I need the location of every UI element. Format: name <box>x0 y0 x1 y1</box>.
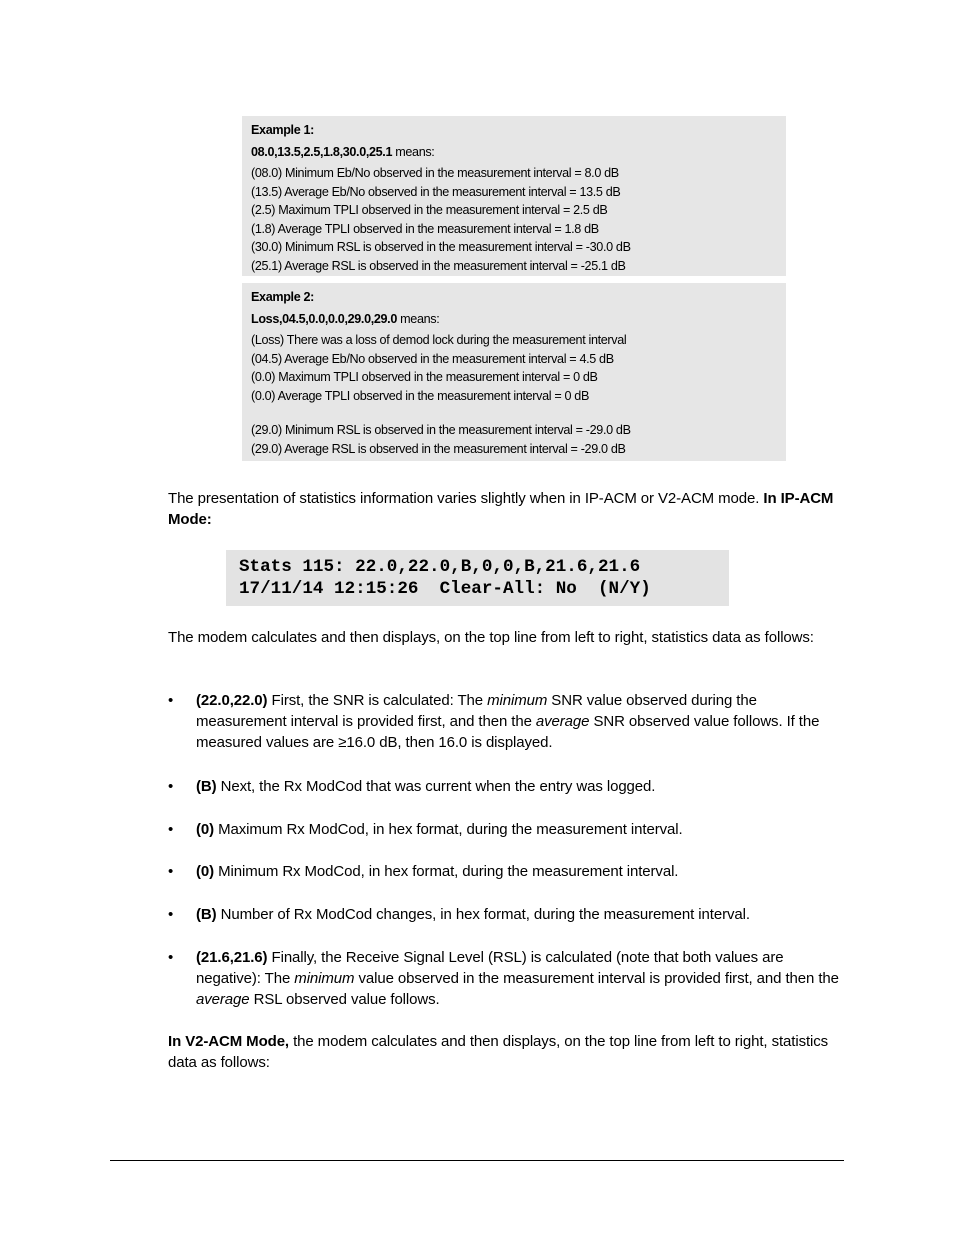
example-2-box <box>242 283 786 461</box>
example-1-means: means: <box>392 145 435 159</box>
bullet-icon: • <box>168 778 174 795</box>
footer-divider <box>110 1160 844 1161</box>
list-item-desc: Number of Rx ModCod changes, in hex format, during the measurement interval. <box>216 906 750 923</box>
list-item-emphasis: minimum <box>487 692 548 709</box>
list-item-desc: First, the SNR is calculated: The <box>267 692 488 709</box>
list-item-emphasis: average <box>535 713 590 730</box>
example-2-spacer <box>251 405 777 421</box>
example-2-code-line <box>251 308 777 331</box>
bullet-icon: • <box>168 692 174 709</box>
example-1-code: 08.0,13.5,2.5,1.8,30.0,25.1 <box>251 145 393 159</box>
example-1-line: (2.5) Maximum TPLI observed in the measurement interval = 2.5 dB <box>251 203 608 217</box>
example-1-line: (25.1) Average RSL is observed in the measurement interval = -25.1 dB <box>251 258 626 273</box>
list-item-value: (B) <box>196 906 217 923</box>
list-item-desc: Minimum Rx ModCod, in hex format, during the measurement interval. <box>214 863 679 880</box>
list-item-desc: SNR value observed during the measurement interval is provided first, and then the <box>196 692 757 730</box>
lcd-display <box>226 550 729 606</box>
v2-acm-label: In V2-ACM Mode, <box>168 1033 289 1050</box>
bullet-icon: • <box>168 863 174 880</box>
list-item-text <box>196 776 844 797</box>
example-1-line: (30.0) Minimum RSL is observed in the measurement interval = -30.0 dB <box>251 240 631 254</box>
v2-acm-paragraph <box>168 1031 844 1073</box>
example-2-line: (0.0) Average TPLI observed in the measurement interval = 0 dB <box>251 388 590 403</box>
example-2-code: Loss,04.5,0.0,0.0,29.0,29.0 <box>251 312 397 326</box>
list-item-text <box>196 690 844 753</box>
lcd-line-2: 17/11/14 12:15:26 Clear-All: No (N/Y) <box>239 579 651 599</box>
list-item-emphasis: average <box>196 991 250 1008</box>
list-item-value: (0) <box>196 821 215 838</box>
example-2-line: (29.0) Average RSL is observed in the measurement interval = -29.0 dB <box>251 441 626 456</box>
list-item-desc: RSL observed value follows. <box>249 991 440 1008</box>
list-item-desc: Next, the Rx ModCod that was current when the entry was logged. <box>216 778 656 795</box>
example-2-means: means: <box>397 312 440 326</box>
list-item-value: (22.0,22.0) <box>196 692 268 709</box>
list-item-emphasis: minimum <box>294 970 355 987</box>
example-1-line: (08.0) Minimum Eb/No observed in the measurement interval = 8.0 dB <box>251 166 619 180</box>
intro-text: The presentation of statistics information varies slightly when in IP-ACM or V2-ACM mode. <box>168 490 764 507</box>
list-item-desc: Finally, the Receive Signal Level (RSL) is calculated (note that both values are negative): The <box>196 949 784 987</box>
example-1-line: (1.8) Average TPLI observed in the measurement interval = 1.8 dB <box>251 221 599 236</box>
list-item-value: (21.6,21.6) <box>196 949 268 966</box>
list-item-desc: value observed in the measurement interval is provided first, and then the <box>354 970 839 987</box>
intro-paragraph <box>168 488 844 530</box>
list-item-text <box>196 947 844 1010</box>
example-2-line: (0.0) Maximum TPLI observed in the measurement interval = 0 dB <box>251 370 598 384</box>
example-2-line: (04.5) Average Eb/No observed in the measurement interval = 4.5 dB <box>251 351 614 366</box>
list-item-text <box>196 819 844 840</box>
bullet-icon: • <box>168 821 174 838</box>
list-item-text <box>196 904 844 925</box>
list-item-text <box>196 861 844 882</box>
example-2-line: (Loss) There was a loss of demod lock during the measurement interval <box>251 333 627 347</box>
example-1-heading: Example 1: <box>251 123 314 137</box>
list-item-desc: SNR observed value follows. If the measured values are ≥16.0 dB, then 16.0 is displayed. <box>196 713 820 751</box>
example-2-heading: Example 2: <box>251 290 314 304</box>
list-item-desc: Maximum Rx ModCod, in hex format, during the measurement interval. <box>214 821 683 838</box>
example-2-line: (29.0) Minimum RSL is observed in the measurement interval = -29.0 dB <box>251 423 631 437</box>
calc-paragraph: The modem calculates and then displays, on the top line from left to right, statistics data as follows: <box>168 629 814 646</box>
example-1-code-line <box>251 141 777 164</box>
example-1-box <box>242 116 786 276</box>
bullet-icon: • <box>168 949 174 966</box>
v2-acm-text: the modem calculates and then displays, on the top line from left to right, statistics data as follows: <box>168 1033 829 1071</box>
intro-mode-label: In IP-ACM Mode: <box>168 490 834 528</box>
lcd-line-1: Stats 115: 22.0,22.0,B,0,0,B,21.6,21.6 <box>239 557 641 577</box>
list-item-value: (B) <box>196 778 217 795</box>
list-item-value: (0) <box>196 863 215 880</box>
bullet-icon: • <box>168 906 174 923</box>
example-1-line: (13.5) Average Eb/No observed in the measurement interval = 13.5 dB <box>251 184 621 199</box>
